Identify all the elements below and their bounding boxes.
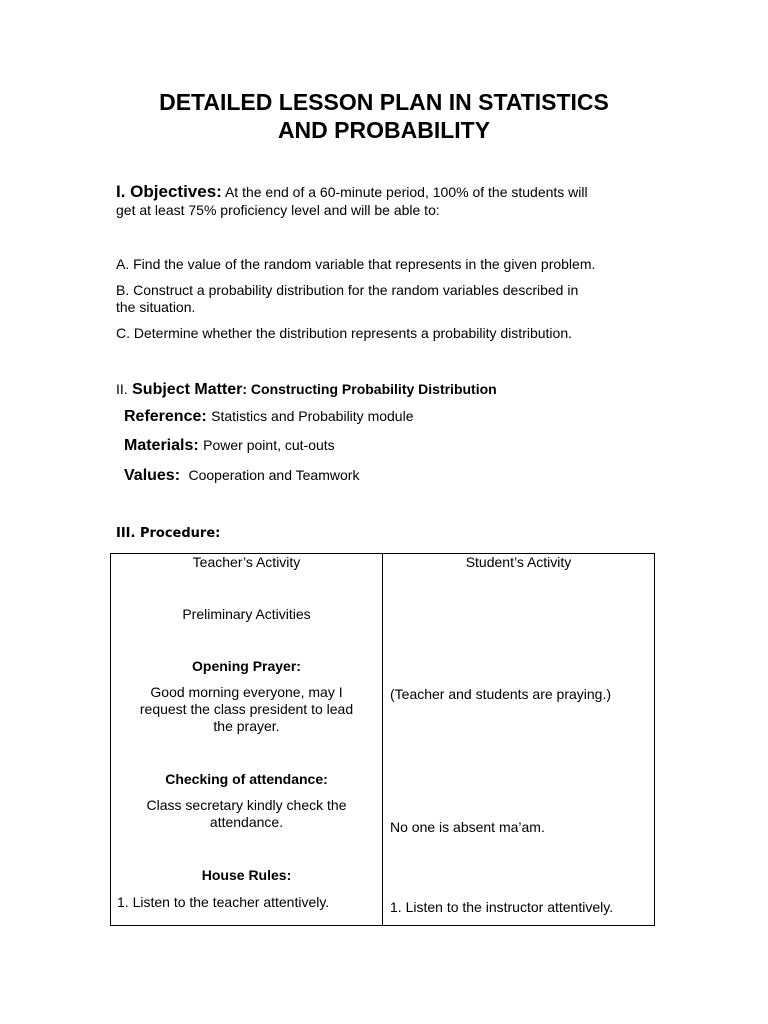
opening-prayer-line-2: request the class president to lead (139, 701, 354, 717)
reference-label: Reference: (124, 408, 207, 425)
student-activity-header: Student’s Activity (465, 554, 572, 570)
materials-label: Materials: (124, 437, 199, 454)
opening-prayer-line-3: the prayer. (213, 718, 280, 734)
subject-matter-line (116, 379, 497, 400)
objective-item-b-cont: the situation. (116, 299, 196, 315)
title-line-2: AND PROBABILITY (277, 117, 491, 143)
teacher-activity-column (111, 554, 383, 926)
objective-item-a: A. Find the value of the random variable that represents in the given problem. (116, 256, 596, 272)
values-line (124, 466, 359, 486)
subject-matter-numeral: II. (116, 381, 128, 397)
teacher-rule-1: 1. Listen to the teacher attentively. (117, 894, 330, 910)
values-value: Cooperation and Teamwork (188, 467, 360, 483)
objectives-intro-line-1: At the end of a 60-minute period, 100% of the students will (224, 184, 588, 200)
objectives-intro-line-2: get at least 75% proficiency level and will be able to: (116, 202, 440, 218)
materials-line (124, 436, 335, 456)
student-attendance-response: No one is absent ma’am. (390, 819, 545, 835)
attendance-heading: Checking of attendance: (165, 771, 328, 787)
materials-value: Power point, cut-outs (203, 437, 335, 453)
subject-matter-label: Subject Matter (132, 381, 243, 398)
subject-matter-title: : Constructing Probability Distribution (242, 381, 497, 397)
attendance-line-2: attendance. (209, 814, 284, 830)
values-label: Values: (124, 467, 181, 484)
student-activity-column (383, 554, 655, 926)
opening-prayer-heading: Opening Prayer: (192, 658, 301, 674)
document-title (0, 88, 768, 144)
attendance-line-1: Class secretary kindly check the (146, 797, 347, 813)
house-rules-heading: House Rules: (201, 867, 292, 883)
procedure-table (110, 553, 655, 926)
objectives-section (116, 182, 676, 218)
student-rule-1: 1. Listen to the instructor attentively. (390, 899, 614, 915)
opening-prayer-line-1: Good morning everyone, may I (150, 684, 343, 700)
objectives-heading: I. Objectives: (116, 182, 222, 201)
preliminary-activities: Preliminary Activities (182, 606, 311, 622)
procedure-heading: III. Procedure: (116, 526, 221, 541)
title-line-1: DETAILED LESSON PLAN IN STATISTICS (159, 89, 609, 115)
student-prayer-response: (Teacher and students are praying.) (390, 686, 612, 702)
teacher-activity-header: Teacher’s Activity (192, 554, 301, 570)
reference-line (124, 407, 413, 427)
reference-value: Statistics and Probability module (211, 408, 414, 424)
objective-item-b: B. Construct a probability distribution for the random variables described in (116, 282, 579, 298)
objective-item-c: C. Determine whether the distribution represents a probability distribution. (116, 325, 573, 341)
